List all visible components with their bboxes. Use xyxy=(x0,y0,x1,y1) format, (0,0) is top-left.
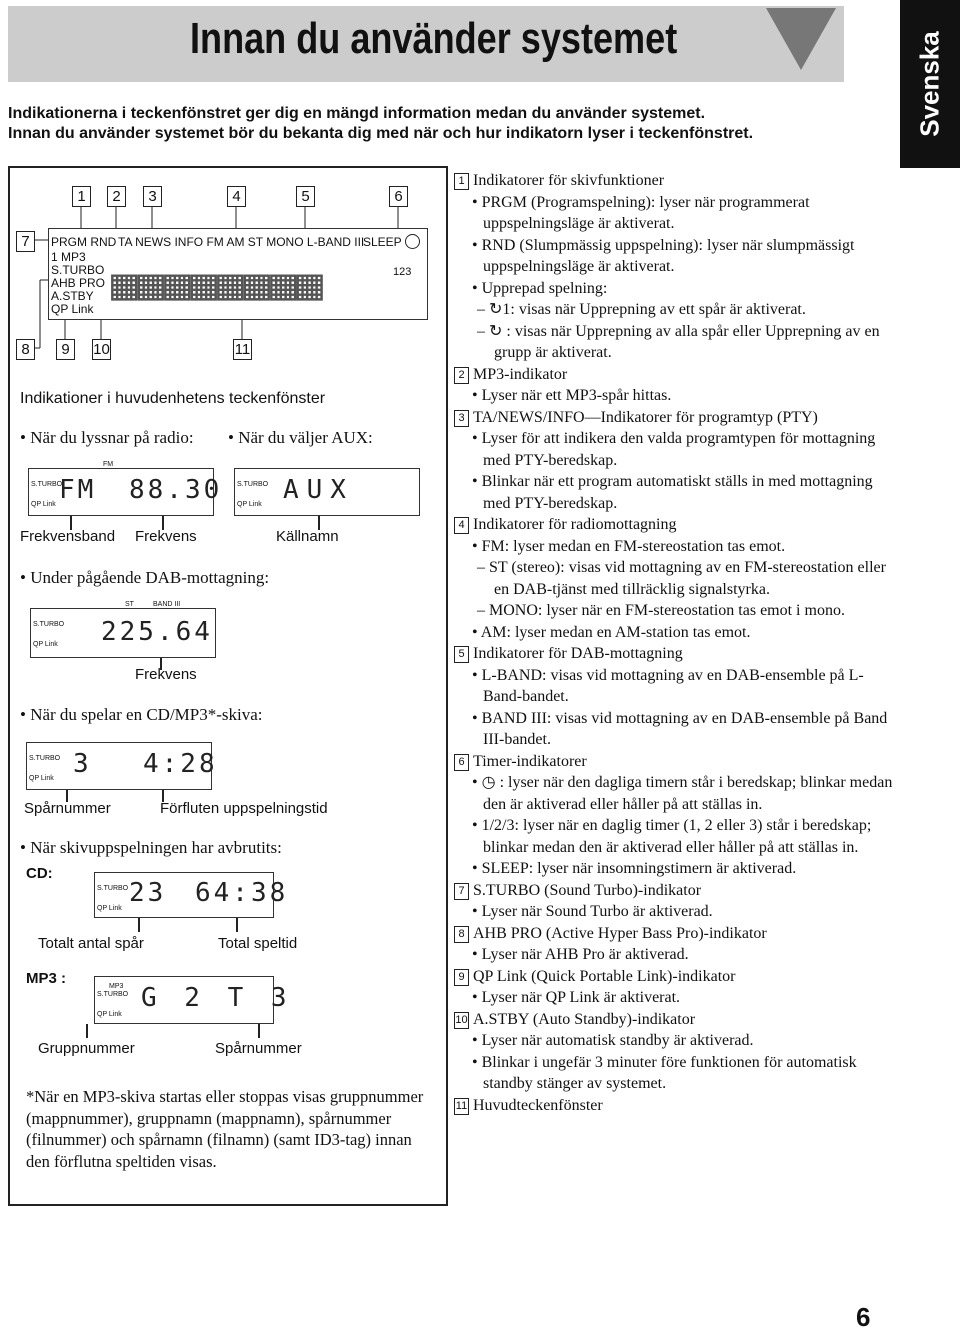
indicator-heading-text: QP Link (Quick Portable Link)-indikator xyxy=(473,967,736,985)
indicator-astby: A.STBY xyxy=(51,289,94,303)
cd-qplink: QP Link xyxy=(29,775,54,782)
stopped-group-pointer xyxy=(86,1024,88,1038)
callout-1: 1 xyxy=(72,186,91,207)
dab-sturbo: S.TURBO xyxy=(33,621,65,628)
indicator-detail: • FM: lyser medan en FM-stereostation tas emot. xyxy=(472,537,786,555)
radio-qplink: QP Link xyxy=(31,501,56,508)
indicator-top-row: TA NEWS INFO FM AM ST MONO L-BAND III xyxy=(118,235,365,249)
indicator-heading xyxy=(454,514,894,536)
indicator-detail: • SLEEP: lyser när insomningstimern är aktiverad. xyxy=(472,860,797,877)
page-number: 6 xyxy=(856,1302,871,1332)
indicator-detail: • PRGM (Programspelning): lyser när programmerat uppspelningsläge är aktiverat. xyxy=(472,193,810,232)
cd-time-caption: Förfluten uppspelningstid xyxy=(160,800,328,817)
dab-qplink: QP Link xyxy=(33,641,58,648)
indicator-heading-text: A.STBY (Auto Standby)-indikator xyxy=(473,1010,696,1028)
stopped-bullet: • När skivuppspelningen har avbrutits: xyxy=(20,838,282,857)
stopped-cd-qplink: QP Link xyxy=(97,905,122,912)
cd-track-caption: Spårnummer xyxy=(24,800,111,817)
stopped-mp3-display xyxy=(94,976,293,1024)
indicator-detail: • BAND III: visas vid mottagning av en DAB-ensemble på Band III-bandet. xyxy=(472,709,888,748)
stopped-cd-time-readout: 64:38 xyxy=(195,878,289,908)
indicator-heading-text: Indikatorer för DAB-mottagning xyxy=(473,645,683,662)
callout-9: 9 xyxy=(56,339,75,360)
indicator-subdetail: – ↻1: visas när Upprepning av ett spår är aktiverat. xyxy=(477,301,806,318)
indicator-number: 3 xyxy=(454,410,469,427)
indicator-detail: • Lyser när ett MP3-spår hittas. xyxy=(472,387,672,404)
stopped-cd-sturbo: S.TURBO xyxy=(97,885,129,892)
language-tab xyxy=(900,0,960,168)
aux-bullet-text: När du väljer AUX: xyxy=(238,428,373,447)
indicator-heading xyxy=(454,880,894,902)
callout-7: 7 xyxy=(16,231,35,252)
footnote: *När en MP3-skiva startas eller stoppas visas gruppnummer (mappnummer), gruppnamn (mappnamn), spårnummer (filnummer) och spårnamn (filnamn) (samt ID3-tag) innan den förflutna speltiden visas. xyxy=(26,1087,424,1171)
stopped-group-caption: Gruppnummer xyxy=(38,1040,135,1057)
indicator-detail: • 1/2/3: lyser när en daglig timer (1, 2 eller 3) står i beredskap; blinkar medan den är aktiverad eller håller på att ställas in. xyxy=(472,817,872,856)
main-display xyxy=(48,228,428,320)
indicator-detail: • Lyser när AHB Pro är aktiverad. xyxy=(472,946,689,963)
indicator-heading xyxy=(454,1095,894,1117)
stopped-tracks-caption: Totalt antal spår xyxy=(38,935,144,952)
radio-bullet: • När du lyssnar på radio: xyxy=(20,428,194,447)
indicator-subdetail: – MONO: lyser när en FM-stereostation tas emot i mono. xyxy=(477,602,845,619)
stopped-bullet-text: När skivuppspelningen har avbrutits: xyxy=(30,838,282,857)
indicator-number: 5 xyxy=(454,646,469,663)
dab-bullet-text: Under pågående DAB-mottagning: xyxy=(30,568,270,587)
indicator-descriptions xyxy=(454,170,894,1116)
stopped-mp3-readout: G 2 T 3 xyxy=(141,983,293,1013)
stopped-cd-display xyxy=(94,872,289,918)
indicator-detail: • RND (Slumpmässig uppspelning): lyser när slumpmässigt uppspelningsläge är aktiverat. xyxy=(472,236,855,275)
indicator-number: 8 xyxy=(454,926,469,943)
indicator-detail: • Lyser när automatisk standby är aktiverad. xyxy=(472,1032,754,1049)
cd-display xyxy=(26,742,218,790)
indicator-qplink: QP Link xyxy=(51,302,94,316)
radio-bullet-text: När du lyssnar på radio: xyxy=(30,428,194,447)
callout-6: 6 xyxy=(389,186,408,207)
radio-freq-caption: Frekvens xyxy=(135,528,197,545)
indicator-detail: • Blinkar när ett program automatiskt ställs in med mottagning med PTY-beredskap. xyxy=(472,473,873,512)
indicator-ahb-pro: AHB PRO xyxy=(51,276,106,290)
intro-text xyxy=(8,104,753,144)
dab-band-tag: BAND III xyxy=(153,601,181,608)
radio-fm-tag: FM xyxy=(103,461,114,468)
stopped-mp3-sturbo: S.TURBO xyxy=(97,991,129,998)
timer-clock-icon xyxy=(405,234,420,249)
aux-readout: AUX xyxy=(283,475,354,505)
indicator-detail: • L-BAND: visas vid mottagning av en DAB-ensemble på L-Band-bandet. xyxy=(472,666,864,705)
indicator-detail: • Lyser när Sound Turbo är aktiverad. xyxy=(472,903,713,920)
main-display-segments: ▦▦▦▦▦▦▦▦ xyxy=(111,259,323,310)
indicator-heading-text: Huvudteckenfönster xyxy=(473,1096,603,1114)
aux-sturbo: S.TURBO xyxy=(237,481,269,488)
indicator-sturbo: S.TURBO xyxy=(51,263,105,277)
dab-freq-readout: 225.64 xyxy=(101,617,213,647)
indicator-heading-text: Timer-indikatorer xyxy=(473,752,587,770)
indicator-repeat-mp3: 1 MP3 xyxy=(51,250,86,264)
dab-caption: Frekvens xyxy=(135,666,197,683)
indicator-heading xyxy=(454,751,894,773)
stopped-mp3-label: MP3 : xyxy=(26,970,67,987)
cd-sturbo: S.TURBO xyxy=(29,755,61,762)
stopped-cd-label: CD: xyxy=(26,865,53,882)
intro-line-1: Indikationerna i teckenfönstret ger dig en mängd information medan du använder systemet. xyxy=(8,105,706,122)
indicator-heading-text: AHB PRO (Active Hyper Bass Pro)-indikator xyxy=(473,924,767,942)
indicator-timer-123: 123 xyxy=(393,266,412,278)
indicator-heading xyxy=(454,966,894,988)
callout-8: 8 xyxy=(16,339,35,360)
indicator-heading-text: S.TURBO (Sound Turbo)-indikator xyxy=(473,881,702,899)
section-title: Indikationer i huvudenhetens teckenfönster xyxy=(20,390,326,407)
indicator-detail: • Lyser när QP Link är aktiverat. xyxy=(472,989,681,1006)
stopped-tracks-pointer xyxy=(138,918,140,932)
radio-display xyxy=(28,461,223,516)
indicator-detail: • Lyser för att indikera den valda programtypen för mottagning med PTY-beredskap. xyxy=(472,430,876,469)
stopped-time-pointer xyxy=(236,918,238,932)
language-tab-label: Svenska xyxy=(914,31,945,137)
indicator-number: 7 xyxy=(454,883,469,900)
indicator-number: 9 xyxy=(454,969,469,986)
intro-line-2: Innan du använder systemet bör du bekanta dig med när och hur indikatorn lyser i teckenfönstret. xyxy=(8,125,754,142)
indicator-subdetail: – ↻ : visas när Upprepning av alla spår eller Upprepning av en grupp är aktiverat. xyxy=(477,322,880,361)
indicator-subdetail: – ST (stereo): visas vid mottagning av en FM-stereostation eller en DAB-tjänst med tillräcklig signalstyrka. xyxy=(477,559,886,598)
aux-bullet: • När du väljer AUX: xyxy=(228,428,373,447)
radio-band-caption: Frekvensband xyxy=(20,528,116,545)
indicator-heading-text: MP3-indikator xyxy=(473,365,568,383)
callout-5: 5 xyxy=(296,186,315,207)
callout-11: 11 xyxy=(234,341,251,358)
stopped-time-caption: Total speltid xyxy=(218,935,298,952)
indicator-heading xyxy=(454,407,894,429)
display-guide-box xyxy=(8,166,448,1206)
indicator-number: 6 xyxy=(454,754,469,771)
stopped-mp3-track-pointer xyxy=(258,1024,260,1038)
indicator-heading xyxy=(454,170,894,192)
cd-bullet-text: När du spelar en CD/MP3*-skiva: xyxy=(30,705,263,724)
callout-3: 3 xyxy=(143,186,162,207)
dab-bullet: • Under pågående DAB-mottagning: xyxy=(20,568,270,587)
indicator-heading-text: Indikatorer för radiomottagning xyxy=(473,516,677,533)
indicator-sleep: SLEEP xyxy=(363,235,402,249)
dab-display xyxy=(30,601,216,658)
callout-2: 2 xyxy=(107,186,126,207)
indicator-heading xyxy=(454,643,894,665)
indicator-number: 2 xyxy=(454,367,469,384)
indicator-number: 11 xyxy=(454,1098,469,1115)
indicator-detail: • AM: lyser medan en AM-station tas emot. xyxy=(472,623,751,641)
indicator-number: 10 xyxy=(454,1012,469,1029)
stopped-cd-tracks-readout: 23 xyxy=(129,878,167,908)
aux-caption: Källnamn xyxy=(276,528,339,545)
indicator-heading xyxy=(454,923,894,945)
indicator-number: 4 xyxy=(454,517,469,534)
indicator-heading-text: TA/NEWS/INFO—Indikatorer för programtyp (PTY) xyxy=(473,408,818,426)
indicator-detail: • Blinkar i ungefär 3 minuter före funktionen för automatisk standby stänger av systemet. xyxy=(472,1053,857,1092)
stopped-mp3-qplink: QP Link xyxy=(97,1011,122,1018)
radio-sturbo: S.TURBO xyxy=(31,481,63,488)
aux-display xyxy=(234,468,420,516)
stopped-mp3-tag: MP3 xyxy=(109,983,124,990)
callout-10: 10 xyxy=(93,341,110,358)
cd-bullet: • När du spelar en CD/MP3*-skiva: xyxy=(20,705,263,724)
header-triangle-icon xyxy=(766,8,836,70)
radio-freq-readout: 88.30 xyxy=(129,475,223,505)
aux-qplink: QP Link xyxy=(237,501,262,508)
stopped-mp3-track-caption: Spårnummer xyxy=(215,1040,302,1057)
indicator-detail: • ◷ : lyser när den dagliga timern står i beredskap; blinkar medan den är aktiverad eller håller på att ställas in. xyxy=(472,774,893,813)
indicator-number: 1 xyxy=(454,173,469,190)
indicator-heading xyxy=(454,364,894,386)
indicator-heading-text: Indikatorer för skivfunktioner xyxy=(473,172,665,189)
callout-4: 4 xyxy=(227,186,246,207)
indicator-detail: • Upprepad spelning: xyxy=(472,279,608,297)
dab-st-tag: ST xyxy=(125,601,134,608)
page-title: Innan du använder systemet xyxy=(190,14,678,63)
radio-band-readout: FM xyxy=(59,475,97,505)
indicator-heading xyxy=(454,1009,894,1031)
indicator-prgm-rnd: PRGM RND xyxy=(51,235,117,249)
cd-track-readout: 3 xyxy=(73,749,92,779)
cd-time-readout: 4:28 xyxy=(143,749,218,779)
